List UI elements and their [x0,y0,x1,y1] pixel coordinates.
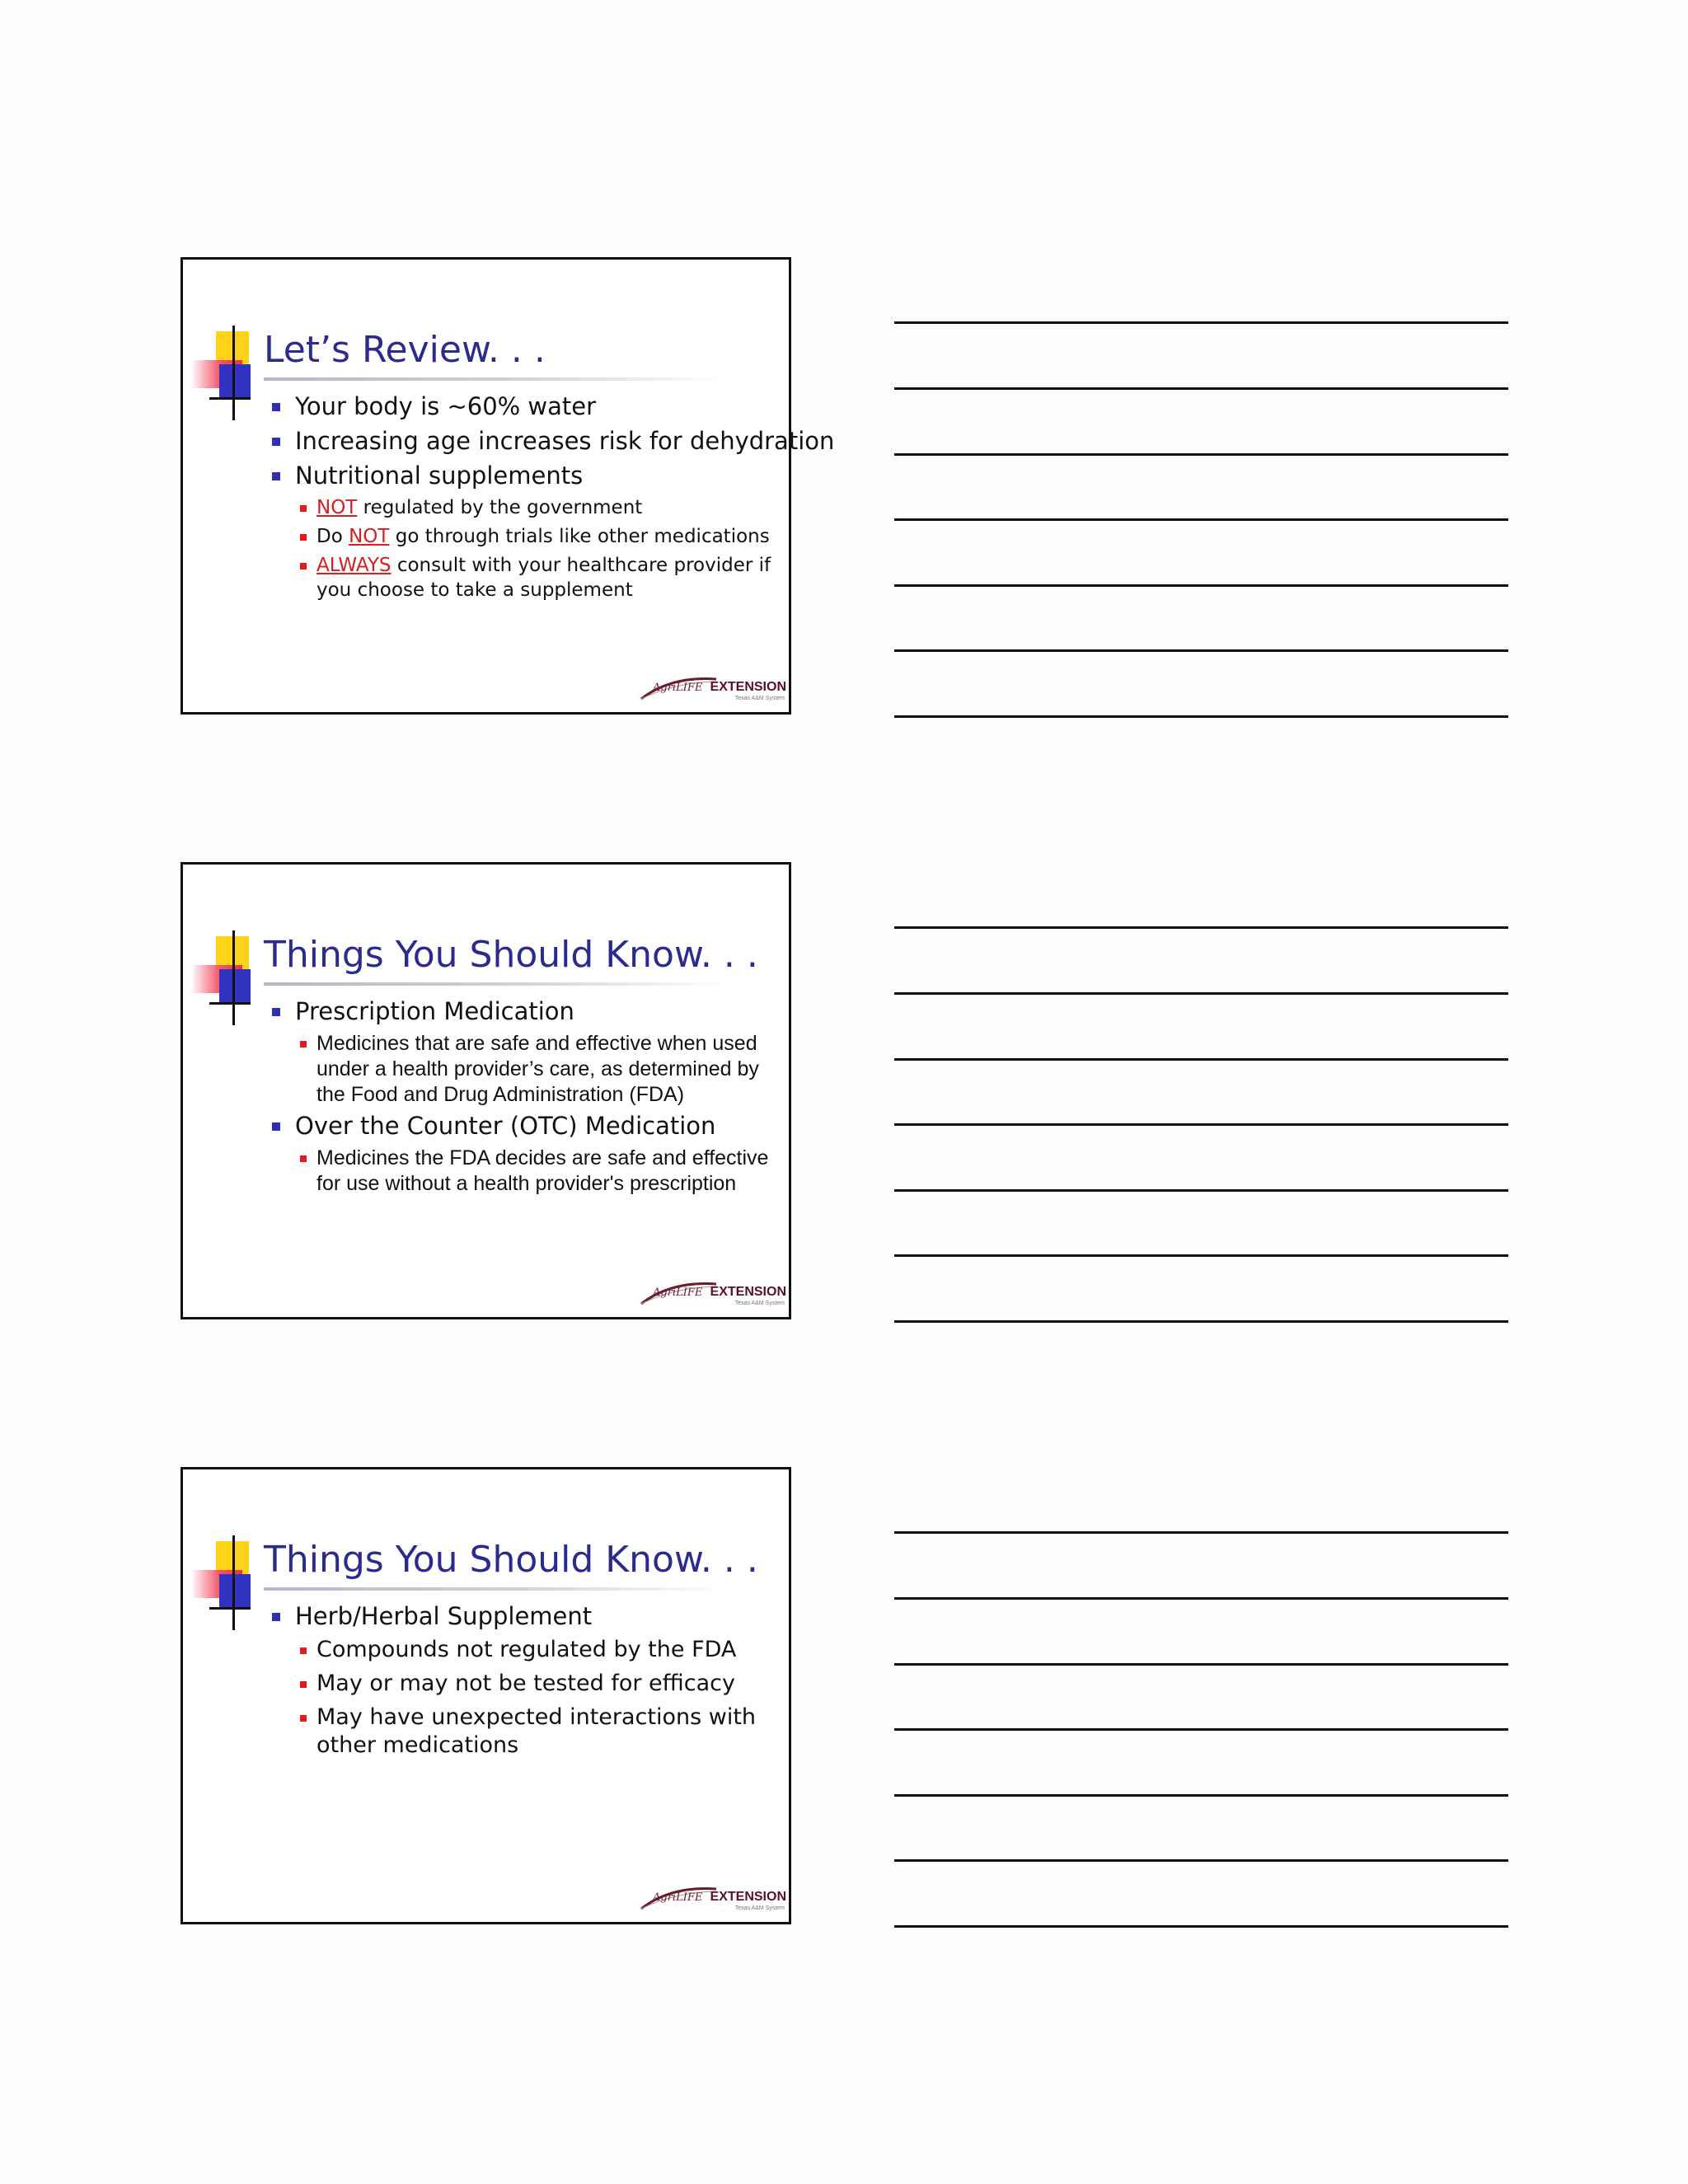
notes-line [894,1320,1508,1323]
notes-line [894,1859,1508,1862]
slide-body [270,391,835,607]
title-underline [264,1587,725,1591]
slide-title: Things You Should Know. . . [264,934,758,976]
notes-line [894,992,1508,995]
title-underline [264,377,725,381]
sub-bullet: Do NOT go through trials like other medications [298,524,781,549]
sub-bullet: May or may not be tested for efficacy [298,1670,781,1698]
notes-line [894,387,1508,390]
bullet: Nutritional supplements [270,461,781,490]
slide-decoration [191,326,270,420]
notes-line [894,1597,1508,1600]
agrilife-extension-logo: AgriLIFE EXTENSION Texas A&M System [638,1279,786,1310]
slide-body [270,1601,781,1765]
highlight-text: NOT [316,497,358,518]
bullet: Prescription Medication [270,996,781,1026]
notes-line [894,649,1508,652]
sub-bullet: Medicines the FDA decides are safe and effective for use without a health provider's prescription [298,1146,781,1197]
notes-line [894,518,1508,521]
slide-decoration [191,1535,270,1630]
notes-line [894,1794,1508,1797]
highlight-text: ALWAYS [316,555,392,576]
title-underline [264,982,725,986]
notes-line [894,926,1508,929]
sub-bullet: ALWAYS consult with your healthcare provider if you choose to take a supplement [298,553,781,602]
agrilife-extension-logo: AgriLIFE EXTENSION Texas A&M System [638,1884,786,1915]
slide-decoration [191,930,270,1025]
notes-line [894,1189,1508,1192]
highlight-text: NOT [349,526,390,547]
slide-title: Things You Should Know. . . [264,1539,758,1581]
bullet: Increasing age increases risk for dehydration [270,426,781,456]
bullet: Your body is ~60% water [270,391,781,421]
bullet: Herb/Herbal Supplement [270,1601,781,1631]
notes-line [894,584,1508,587]
notes-line [894,715,1508,718]
notes-line [894,1728,1508,1731]
slide-things-to-know-medication [181,862,791,1319]
sub-bullet: May have unexpected interactions with other medications [298,1704,781,1760]
sub-bullet: Compounds not regulated by the FDA [298,1636,781,1664]
bullet: Over the Counter (OTC) Medication [270,1111,781,1141]
sub-bullet: NOT regulated by the government [298,495,781,520]
sub-bullet: Medicines that are safe and effective when used under a health provider’s care, as determined by the Food and Drug Administration (FDA) [298,1031,781,1108]
notes-line [894,321,1508,324]
slide-lets-review [181,257,835,715]
notes-line [894,1254,1508,1257]
slide-body [270,996,781,1200]
notes-line [894,1531,1508,1534]
slide-things-to-know-herbal [181,1467,791,1924]
notes-line [894,453,1508,456]
notes-line [894,1925,1508,1928]
agrilife-extension-logo: AgriLIFE EXTENSION Texas A&M System [638,674,786,705]
notes-line [894,1123,1508,1126]
notes-line [894,1058,1508,1061]
notes-line [894,1663,1508,1666]
slide-title: Let’s Review. . . [264,329,546,371]
